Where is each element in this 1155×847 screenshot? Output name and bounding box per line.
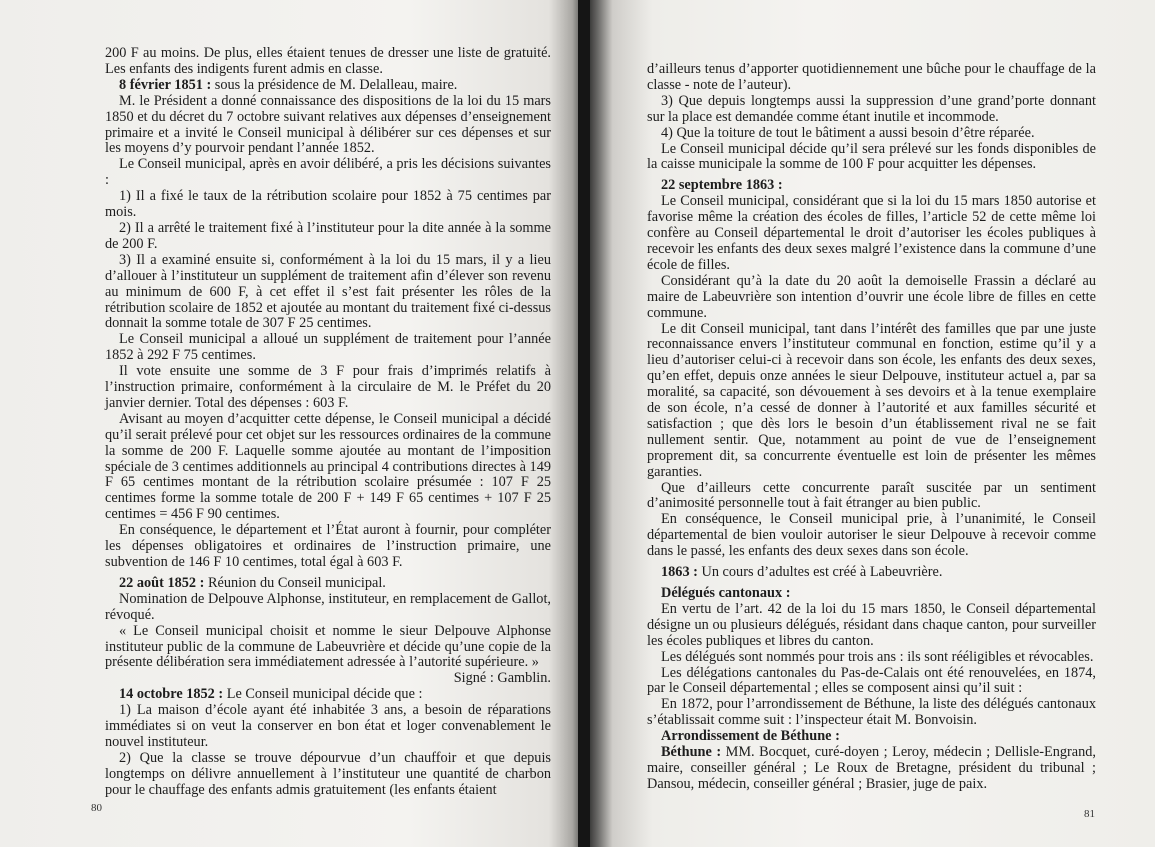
entry-date: 22 août 1852 :: [119, 574, 205, 591]
entry-date: 22 septembre 1863 :: [661, 177, 783, 194]
paragraph: [105, 523, 551, 571]
paragraph-text: 4) Que la toiture de tout le bâtiment a aussi besoin d’être réparée.: [661, 124, 1035, 141]
paragraph-text: Les délégués sont nommés pour trois ans : ils sont rééligibles et révocables.: [661, 648, 1094, 665]
paragraph-text: Le Conseil municipal, considérant que si la loi du 15 mars 1850 autorise et favorise même la création des écoles de filles, l’article 52 de cette même loi confère au Conseil départemental le droit d’autoriser les écoles publiques à recevoir les enfants des deux sexes malgré l’existence dans la commune d’une école de filles.: [647, 193, 1096, 273]
paragraph-text: 3) Il a examiné ensuite si, conformément à la loi du 15 mars, il y a lieu d’allouer à l’instituteur un supplément de traitement afin d’élever son revenu au minimum de 600 F, à cet effet il s’est fait présenter les rôles de la rétribution scolaire de 1852 et ajoutée au montant du traitement fixé ci-dessus donnait la somme totale de 307 F 25 centimes.: [105, 251, 551, 332]
paragraph-text: En 1872, pour l’arrondissement de Béthune, la liste des délégués cantonaux s’établissait comme suit : l’inspecteur était M. Bonvoisin.: [647, 696, 1096, 729]
left-page-text: [105, 46, 551, 799]
paragraph-text: Le Conseil municipal décide que :: [223, 686, 423, 703]
paragraph: [105, 412, 551, 523]
paragraph: [647, 194, 1096, 274]
paragraph: [105, 364, 551, 412]
paragraph: [647, 666, 1096, 698]
paragraph-text: 1) Il a fixé le taux de la rétribution scolaire pour 1852 à 75 centimes par mois.: [105, 188, 551, 221]
left-page-number: 80: [91, 802, 102, 814]
paragraph-text: 3) Que depuis longtemps aussi la suppression d’une grand’porte donnant sur la place est demandée comme étant inutile et incommode.: [647, 92, 1096, 125]
paragraph-text: 200 F au moins. De plus, elles étaient tenues de dresser une liste de gratuité. Les enfants des indigents furent admis en classe.: [105, 45, 551, 77]
paragraph: [105, 751, 551, 799]
paragraph: [647, 512, 1096, 560]
right-page: [584, 0, 1155, 847]
paragraph-text: Réunion du Conseil municipal.: [204, 574, 386, 591]
section-heading: Arrondissement de Béthune :: [661, 728, 840, 745]
paragraph-text: Les délégations cantonales du Pas-de-Calais ont été renouvelées, en 1874, par le Conseil départemental ; elles se composent ainsi qu’il suit :: [647, 664, 1096, 697]
entry-date: 1863 :: [661, 564, 698, 581]
paragraph: [647, 481, 1096, 513]
paragraph-text: Le Conseil municipal, après en avoir délibéré, a pris les décisions suivantes :: [105, 156, 551, 189]
paragraph-text: En vertu de l’art. 42 de la loi du 15 mars 1850, le Conseil départemental désigne un ou plusieurs délégués, résidant dans chaque canton, pour surveiller les écoles publiques et libres du canton.: [647, 600, 1096, 649]
paragraph: [105, 576, 551, 592]
paragraph: [105, 253, 551, 333]
paragraph-text: Avisant au moyen d’acquitter cette dépense, le Conseil municipal a décidé qu’il serait prélevé pour cet objet sur les ressources ordinaires de la commune la somme de 200 F. Laquelle somme ajoutée au montant de l’imposition spéciale de 3 centimes additionnels au principal 4 contributions directes à 149 F 65 centimes montant de la rétribution scolaire présumée : 107 F 25 centimes forme la somme totale de 200 F + 149 F 65 centimes + 107 F 25 centimes = 456 F 90 centimes.: [105, 410, 551, 523]
paragraph-text: Le Conseil municipal décide qu’il sera prélevé sur les fonds disponibles de la caisse municipale la somme de 100 F pour acquitter les dépenses.: [647, 140, 1096, 173]
paragraph: [647, 178, 1096, 194]
paragraph-text: Que d’ailleurs cette concurrente paraît suscitée par un sentiment d’animosité personnelle tout à fait étranger au bien public.: [647, 479, 1096, 512]
paragraph-text: sous la présidence de M. Delalleau, maire.: [211, 76, 458, 93]
paragraph: [647, 697, 1096, 729]
paragraph-text: MM. Bocquet, curé-doyen ; Leroy, médecin ; Dellisle-Engrand, maire, conseiller général ; Le Roux de Bretagne, président du tribunal ; Dansou, médecin, conseiller général ; Brasier, juge de paix.: [647, 744, 1096, 792]
paragraph: [105, 221, 551, 253]
paragraph: [647, 94, 1096, 126]
paragraph-text: Signé : Gamblin.: [453, 670, 551, 687]
paragraph: [647, 650, 1096, 666]
paragraph: [105, 592, 551, 624]
paragraph: [105, 332, 551, 364]
book-gutter: [578, 0, 590, 847]
paragraph: [647, 62, 1096, 94]
signature-line: [105, 671, 551, 687]
paragraph-text: 2) Il a arrêté le traitement fixé à l’instituteur pour la dite année à la somme de 200 F.: [105, 219, 551, 252]
right-page-number: 81: [1084, 808, 1095, 820]
paragraph: [647, 274, 1096, 322]
entry-date: 8 février 1851 :: [119, 76, 212, 93]
paragraph: [647, 142, 1096, 174]
paragraph: [647, 126, 1096, 142]
paragraph: [105, 94, 551, 158]
paragraph: [105, 46, 551, 78]
section-heading: Délégués cantonaux :: [661, 585, 791, 601]
paragraph: [105, 624, 551, 672]
paragraph: [105, 189, 551, 221]
paragraph-text: M. le Président a donné connaissance des dispositions de la loi du 15 mars 1850 et du décret du 7 octobre suivant relatives aux dépenses d’enseignement primaire et a invité le Conseil municipal à délibérer sur ces dépenses et sur les moyens d’y pourvoir pendant l’année 1852.: [105, 92, 551, 157]
entry-date: Béthune :: [661, 744, 722, 761]
right-page-text: [647, 62, 1096, 793]
paragraph-text: 2) Que la classe se trouve dépourvue d’un chauffoir et que depuis longtemps on délivre annuellement à l’instituteur une quantité de charbon pour le chauffage des enfants admis gratuitement (les enfants étaient: [105, 749, 551, 798]
paragraph-text: Nomination de Delpouve Alphonse, instituteur, en remplacement de Gallot, révoqué.: [105, 590, 551, 623]
paragraph-text: Le Conseil municipal a alloué un supplément de traitement pour l’année 1852 à 292 F 75 centimes.: [105, 331, 551, 364]
paragraph-text: Le dit Conseil municipal, tant dans l’intérêt des familles que par une juste reconnaissance envers l’instituteur communal en fonction, estime qu’il y a lieu d’autoriser celui-ci à recevoir dans son école, les enfants des deux sexes, qu’en effet, depuis onze années le sieur Delpouve, instituteur actuel a, par sa moralité, sa capacité, son dévouement à ses devoirs et à la tenue exemplaire de son école, n’a cessé de donner à l’autorité et aux familles sécurité et satisfaction ; que dès lors le besoin d’un établissement rival ne se fait nullement sentir. Que, notamment au point de vue de l’enseignement proprement dit, sa concurrente éventuelle est loin de présenter les mêmes garanties.: [647, 320, 1096, 480]
paragraph-text: d’ailleurs tenus d’apporter quotidiennement une bûche pour le chauffage de la classe - note de l’auteur).: [647, 61, 1096, 93]
paragraph: [647, 745, 1096, 793]
paragraph: [105, 703, 551, 751]
paragraph: [105, 687, 551, 703]
paragraph: [647, 602, 1096, 650]
paragraph-text: « Le Conseil municipal choisit et nomme le sieur Delpouve Alphonse instituteur public de la commune de Labeuvrière et décide qu’une copie de la présente délibération sera immédiatement adressée à l’autorité supérieure. »: [105, 622, 551, 671]
paragraph-text: Considérant qu’à la date du 20 août la demoiselle Frassin a déclaré au maire de Labeuvrière son intention d’ouvrir une école libre de filles en cette commune.: [647, 272, 1096, 321]
paragraph-text: En conséquence, le département et l’État auront à fournir, pour compléter les dépenses obligatoires et ordinaires de l’instruction primaire, une subvention de 146 F 10 centimes, total égal à 603 F.: [105, 522, 551, 570]
paragraph-text: 1) La maison d’école ayant été inhabitée 3 ans, a besoin de réparations immédiates si on veut la conserver en bon état et loger convenablement le nouvel instituteur.: [105, 702, 551, 750]
paragraph: [647, 565, 1096, 581]
entry-date: 14 octobre 1852 :: [119, 686, 224, 703]
paragraph-text: En conséquence, le Conseil municipal prie, à l’unanimité, le Conseil départemental de bien vouloir autoriser le sieur Delpouve à recevoir comme dans le passé, les enfants des deux sexes dans son école.: [647, 511, 1096, 560]
paragraph-text: Un cours d’adultes est créé à Labeuvrière.: [697, 564, 943, 581]
paragraph: [647, 322, 1096, 481]
paragraph: [105, 78, 551, 94]
paragraph: [105, 157, 551, 189]
paragraph-text: Il vote ensuite une somme de 3 F pour frais d’imprimés relatifs à l’instruction primaire, conformément à la circulaire de M. le Préfet du 20 janvier dernier. Total des dépenses : 603 F.: [105, 363, 551, 411]
